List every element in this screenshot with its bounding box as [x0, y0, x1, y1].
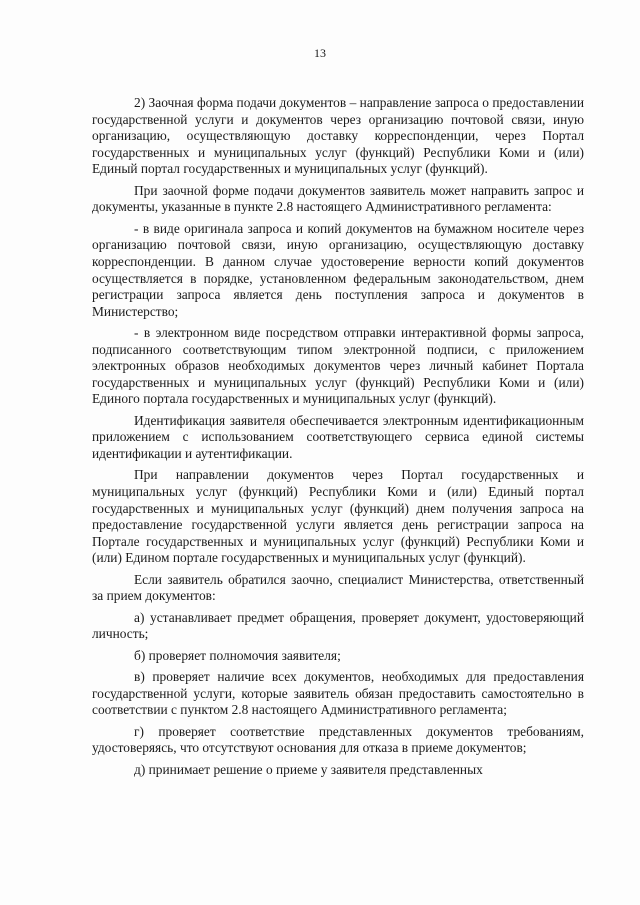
paragraph-correspondence-form: 2) Заочная форма подачи документов – направление запроса о предоставлении государственной услуги и документов через организацию почтовой связи, иную организацию, осуществляющую доставку корреспонденции, через Портал государственных и муниципальных услуг (функций) Республики Коми и (или) Единый портал государственных и муниципальных услуг (функций). [92, 95, 584, 177]
paragraph-correspondence-submission: При заочной форме подачи документов заявитель может направить запрос и документы, указанные в пункте 2.8 настоящего Административного регламента: [92, 182, 584, 215]
list-item-v: в) проверяет наличие всех документов, необходимых для предоставления государственной услуги, которые заявитель обязан предоставить самостоятельно в соответствии с пунктом 2.8 настоящего Административного регламента; [92, 669, 584, 718]
paragraph-specialist-duties: Если заявитель обратился заочно, специалист Министерства, ответственный за прием документов: [92, 571, 584, 604]
paragraph-identification: Идентификация заявителя обеспечивается электронным идентификационным приложением с использованием соответствующего сервиса единой системы идентификации и аутентификации. [92, 412, 584, 462]
paragraph-portal-registration: При направлении документов через Портал государственных и муниципальных услуг (функций) Республики Коми и (или) Единый портал государственных и муниципальных услуг (функций) днем получения запроса на предоставление государственной услуги является день регистрации запроса на Портале государственных и муниципальных услуг (функций) Республики Коми и (или) Едином портале государственных и муниципальных услуг (функций). [92, 467, 584, 566]
page-number: 13 [314, 46, 326, 60]
paragraph-paper-submission: - в виде оригинала запроса и копий документов на бумажном носителе через организацию почтовой связи, иную организацию, осуществляющую доставку корреспонденции. В данном случае удостоверение верности копий документов осуществляется в порядке, установленном федеральным законодательством, днем регистрации запроса является день поступления запроса и документов в Министерство; [92, 220, 584, 319]
list-item-g: г) проверяет соответствие представленных документов требованиям, удостоверяясь, что отсутствуют основания для отказа в приеме документов; [92, 723, 584, 756]
document-body [92, 95, 584, 778]
list-item-b: б) проверяет полномочия заявителя; [134, 647, 341, 663]
list-item-a: а) устанавливает предмет обращения, проверяет документ, удостоверяющий личность; [92, 609, 584, 642]
list-item-d: д) принимает решение о приеме у заявителя представленных [134, 761, 483, 777]
paragraph-electronic-submission: - в электронном виде посредством отправки интерактивной формы запроса, подписанного соответствующим типом электронной подписи, с приложением электронных образов необходимых документов через личный кабинет Портала государственных и муниципальных услуг (функций) Республики Коми и (или) Единого портала государственных и муниципальных услуг (функций). [92, 325, 584, 407]
